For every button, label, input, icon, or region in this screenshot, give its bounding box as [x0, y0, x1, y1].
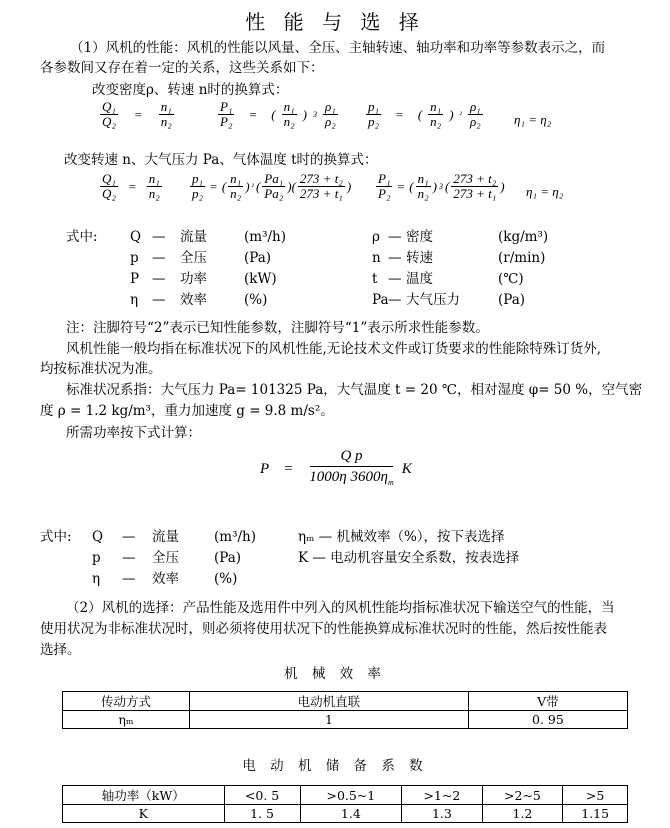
formula-row-1b: $\frac{\text{P₁}}{\text{P₂}}$ = ( $\frac{\text{n₁}}{\text{n₂}}$ ) 3 $\frac{\text{ρ₁}}{\text{ρ₂}}$: [220, 99, 336, 129]
symbol-cell: 全压: [180, 250, 207, 266]
table-cell: 1.15: [563, 805, 628, 823]
symbol-cell: Q: [130, 229, 142, 245]
para4-line3: 选择。: [40, 642, 81, 658]
mechanical-efficiency-table: [62, 691, 628, 729]
symbol-cell: 大气压力: [406, 292, 460, 308]
power-formula: P = $\frac{\text{Q p}}{1000\eta 3600\eta_m}$ K: [260, 448, 412, 487]
power-heading: 所需功率按下式计算：: [66, 425, 201, 441]
formula-row-2: $\frac{\text{Q₁}}{\text{Q₂}}$ = $\frac{\text{n₁}}{\text{n₂}}$: [102, 171, 160, 201]
symbol-cell: —: [152, 250, 166, 266]
symbol-cell: —: [152, 292, 166, 308]
table-cell: 1.4: [300, 805, 402, 823]
symbol-cell: —: [388, 229, 402, 245]
symbol-cell: —: [388, 271, 402, 287]
symbol-cell: (m³/h): [214, 529, 256, 545]
symbol-cell: Q: [92, 529, 104, 545]
table-cell: 1. 5: [224, 805, 300, 823]
fraction-q: $\frac{\text{Q₁}}{\text{Q₂}}$: [102, 99, 116, 129]
table-cell: >0.5~1: [300, 786, 402, 805]
para2-line1: 风机性能一般均指在标准状况下的风机性能,无论技术文件或订货要求的性能除特殊订货外,: [66, 341, 602, 357]
para4-line1: （2）风机的选择：产品性能及选用件中列入的风机性能均指标准状况下输送空气的性能，当: [66, 600, 615, 616]
symbol-cell: —: [152, 271, 166, 287]
table-cell: 1: [190, 711, 469, 729]
note: 注：注脚符号“2”表示已知性能参数，注脚符号“1”表示所求性能参数。: [66, 320, 489, 336]
symbol-cell: (℃): [498, 271, 524, 287]
table-row: [63, 692, 628, 711]
table-row: [63, 805, 628, 823]
symbol-cell: 密度: [406, 229, 433, 245]
para3-line1: 标准状况系指：大气压力 Pa= 101325 Pa，大气温度 t = 20 ℃，相对湿度 φ= 50 %，空气密: [66, 382, 643, 398]
page-title: 性 能 与 选 择: [245, 10, 425, 34]
symbol-cell: (Pa): [244, 250, 272, 266]
para1-line2: 各参数间又存在着一定的关系，这些关系如下：: [40, 60, 324, 76]
para1-line1: （1）风机的性能：风机的性能以风量、全压、主轴转速、轴功率和功率等参数表示之，而: [70, 40, 606, 56]
symbol-cell: —: [122, 550, 136, 566]
para4-line2: 使用状况为非标准状况时，则必须将使用状况下的性能换算成标准状况时的性能，然后按性能表: [40, 621, 607, 637]
symbol-cell: 流量: [152, 529, 179, 545]
table1-caption: 机 械 效 率: [284, 666, 386, 682]
symbol-cell: η: [92, 571, 101, 587]
table-cell: ηₘ: [63, 711, 190, 729]
eta-equality-2: η₁ = η₂: [526, 184, 564, 199]
symbol-cell: (kW): [244, 271, 277, 287]
table-cell: >1~2: [402, 786, 483, 805]
symbol-cell: t: [372, 271, 378, 287]
para3-line2: 度 ρ = 1.2 kg/m³，重力加速度 g = 9.8 m/s²。: [40, 403, 334, 419]
table-cell: >2~5: [482, 786, 563, 805]
fraction-n: $\frac{\text{n₁}}{\text{n₂}}$: [160, 99, 172, 129]
table-cell: K: [63, 805, 225, 823]
symbol-cell: —: [122, 529, 136, 545]
symbol-cell: 功率: [180, 271, 207, 287]
symbol-cell: (Pa): [498, 292, 526, 308]
table-cell: >5: [563, 786, 628, 805]
symbol-cell: 效率: [152, 571, 179, 587]
symbol-cell: p: [92, 550, 101, 566]
table-cell: 1.2: [482, 805, 563, 823]
eta-equality: η₁ = η₂: [514, 112, 552, 127]
symbol-cell: 效率: [180, 292, 207, 308]
symbol-cell: K — 电动机容量安全系数，按表选择: [298, 550, 520, 566]
symbol-cell: (Pa): [214, 550, 242, 566]
symbol-cell: n: [372, 250, 381, 266]
symbol-cell: (%): [244, 292, 268, 308]
symbol-cell: —: [388, 292, 402, 308]
table2-caption: 电 动 机 储 备 系 数: [242, 758, 428, 774]
symbol-cell: 温度: [406, 271, 433, 287]
symbol-cell: 转速: [406, 250, 433, 266]
table-row: [63, 711, 628, 729]
symbol-cell: —: [388, 250, 402, 266]
symbol-cell: —: [152, 229, 166, 245]
symbol-cell: P: [130, 271, 140, 287]
table-cell: 传动方式: [63, 692, 190, 711]
table-cell: V带: [468, 692, 627, 711]
symbols2-label: 式中:: [40, 529, 72, 545]
symbol-cell: 流量: [180, 229, 207, 245]
symbol-cell: Pa: [372, 292, 389, 308]
speed-heading: 改变转速 n、大气压力 Pa、气体温度 t时的换算式：: [64, 152, 378, 168]
formula-row-1: $\frac{\text{Q₁}}{\text{Q₂}}$ = $\frac{\text{n₁}}{\text{n₂}}$: [102, 99, 172, 129]
motor-reserve-table: [62, 785, 628, 823]
para2-line2: 均按标准状况为准。: [40, 361, 162, 377]
symbol-cell: (kg/m³): [498, 229, 549, 245]
symbol-cell: η: [130, 292, 139, 308]
table-row: [63, 786, 628, 805]
table-cell: <0. 5: [224, 786, 300, 805]
symbol-cell: (m³/h): [244, 229, 286, 245]
symbol-cell: ρ: [372, 229, 380, 245]
symbol-cell: —: [122, 571, 136, 587]
table-cell: 0. 95: [468, 711, 627, 729]
symbol-cell: (r/min): [498, 250, 546, 266]
symbol-cell: ηₘ — 机械效率（%），按下表选择: [298, 529, 505, 545]
symbol-cell: 全压: [152, 550, 179, 566]
table-cell: 电动机直联: [190, 692, 469, 711]
density-heading: 改变密度ρ、转速 n时的换算式：: [92, 82, 289, 98]
symbol-cell: (%): [214, 571, 238, 587]
table-cell: 轴功率（kW）: [63, 786, 225, 805]
formula-row-2b: $\frac{\text{p₁}}{\text{p₂}}$ = ( $\frac{\text{n₁}}{\text{n₂}}$ ) ² ( $\frac{\text{Pa₁}}{\text{Pa₂}}$ )( $\frac{\text{273 + t₂}}{\text{273 + t₁}}$ ): [192, 171, 352, 201]
table-cell: 1.3: [402, 805, 483, 823]
formula-row-1c: $\frac{\text{p₁}}{\text{p₂}}$ = ( $\frac{\text{n₁}}{\text{n₂}}$ ) ² $\frac{\text{ρ₁}}{\text{ρ₂}}$: [368, 99, 481, 129]
symbol-cell: p: [130, 250, 139, 266]
formula-row-2c: $\frac{\text{P₁}}{\text{P₂}}$ = ( $\frac{\text{n₁}}{\text{n₂}}$ ) 3 ( $\frac{\text{273 + t₂}}{\text{273 + t₁}}$ ): [378, 171, 505, 201]
symbols-label: 式中:: [66, 229, 98, 245]
